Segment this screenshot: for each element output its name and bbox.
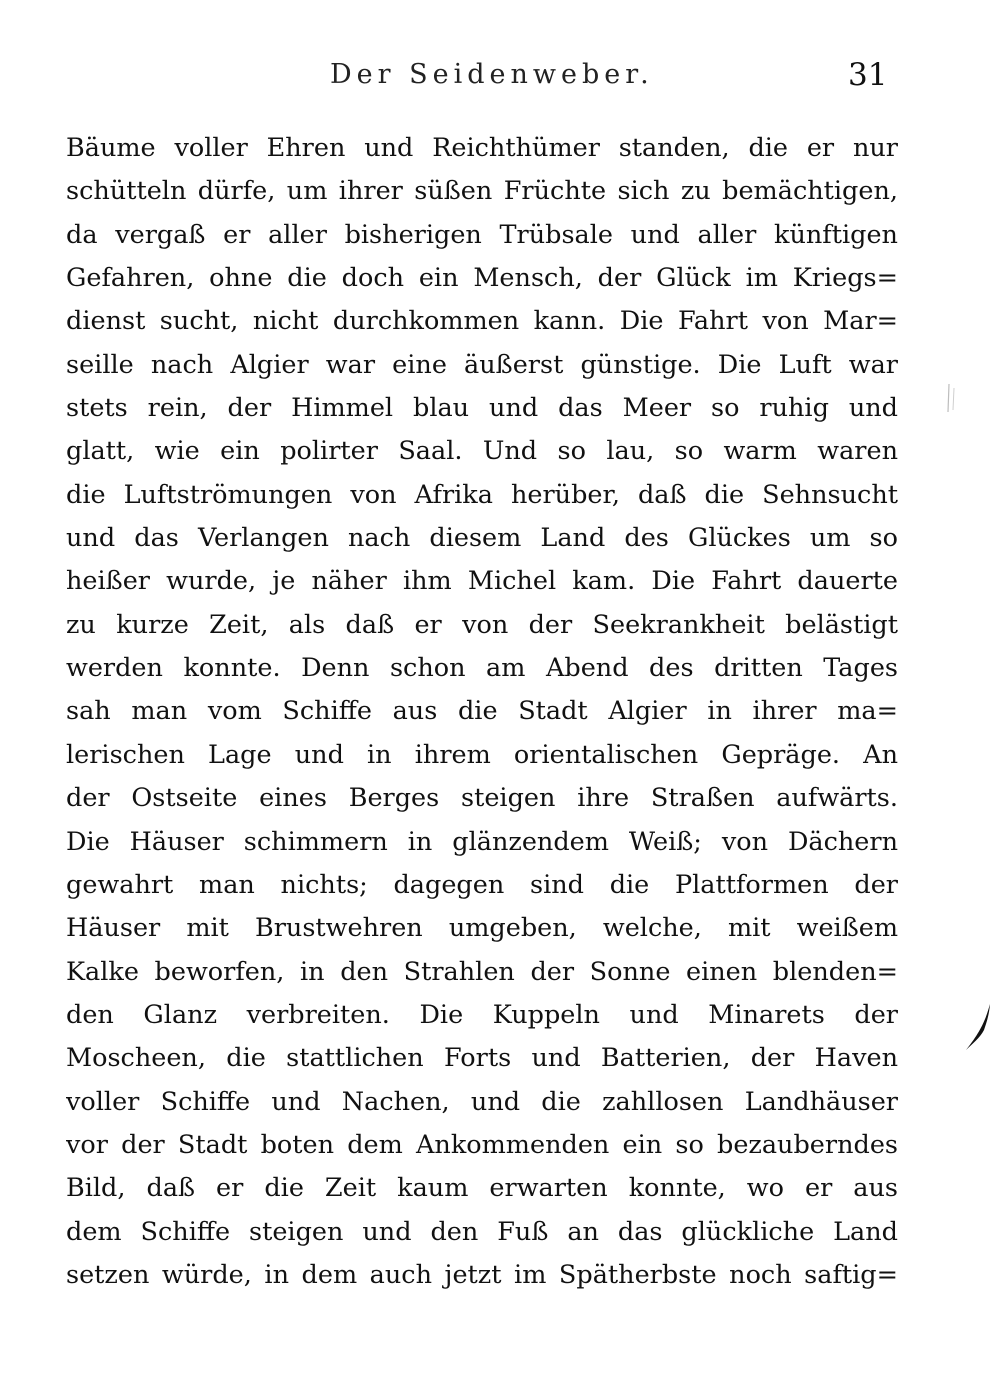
- text-line: der Ostseite eines Berges steigen ihre Straßen aufwärts.: [66, 783, 898, 814]
- running-title: Der Seidenweber.: [330, 59, 654, 90]
- text-line: gewahrt man nichts; dagegen sind die Plattformen der: [66, 869, 898, 900]
- page-number: 31: [848, 57, 888, 93]
- text-line: Moscheen, die stattlichen Forts und Batterien, der Haven: [66, 1043, 898, 1074]
- running-head: [0, 50, 1000, 100]
- text-line: vor der Stadt boten dem Ankommenden ein so bezauberndes: [66, 1129, 898, 1160]
- body-text: [66, 127, 898, 1297]
- text-line: Gefahren, ohne die doch ein Mensch, der Glück im Kriegs=: [66, 263, 898, 294]
- text-line: sah man vom Schiffe aus die Stadt Algier in ihrer ma=: [66, 696, 898, 727]
- margin-speck: [945, 382, 959, 416]
- text-line: seille nach Algier war eine äußerst günstige. Die Luft war: [66, 349, 898, 380]
- text-line: heißer wurde, je näher ihm Michel kam. Die Fahrt dauerte: [66, 566, 898, 597]
- text-line: voller Schiffe und Nachen, und die zahllosen Landhäuser: [66, 1086, 898, 1117]
- text-line: die Luftströmungen von Afrika herüber, daß die Sehnsucht: [66, 479, 898, 510]
- text-line: Kalke beworfen, in den Strahlen der Sonne einen blenden=: [66, 956, 898, 987]
- margin-ink-mark: [960, 1000, 994, 1060]
- text-line: Bäume voller Ehren und Reichthümer standen, die er nur: [66, 133, 898, 163]
- text-line: dem Schiffe steigen und den Fuß an das glückliche Land: [66, 1216, 898, 1247]
- text-line: zu kurze Zeit, als daß er von der Seekrankheit belästigt: [66, 609, 898, 640]
- text-line: Die Häuser schimmern in glänzendem Weiß; von Dächern: [66, 826, 898, 857]
- text-line: werden konnte. Denn schon am Abend des dritten Tages: [66, 653, 898, 684]
- text-line: da vergaß er aller bisherigen Trübsale und aller künftigen: [66, 219, 898, 250]
- text-line: den Glanz verbreiten. Die Kuppeln und Minarets der: [66, 999, 898, 1030]
- text-line: dienst sucht, nicht durchkommen kann. Die Fahrt von Mar=: [66, 306, 898, 337]
- text-line: schütteln dürfe, um ihrer süßen Früchte sich zu bemächtigen,: [66, 176, 898, 207]
- text-line: glatt, wie ein polirter Saal. Und so lau, so warm waren: [66, 436, 898, 467]
- text-line: setzen würde, in dem auch jetzt im Spätherbste noch saftig=: [66, 1259, 898, 1290]
- text-line: und das Verlangen nach diesem Land des Glückes um so: [66, 523, 898, 554]
- text-line: Bild, daß er die Zeit kaum erwarten konnte, wo er aus: [66, 1173, 898, 1204]
- text-line: lerischen Lage und in ihrem orientalischen Gepräge. An: [66, 739, 898, 770]
- text-line: Häuser mit Brustwehren umgeben, welche, mit weißem: [66, 913, 898, 944]
- text-line: stets rein, der Himmel blau und das Meer so ruhig und: [66, 393, 898, 424]
